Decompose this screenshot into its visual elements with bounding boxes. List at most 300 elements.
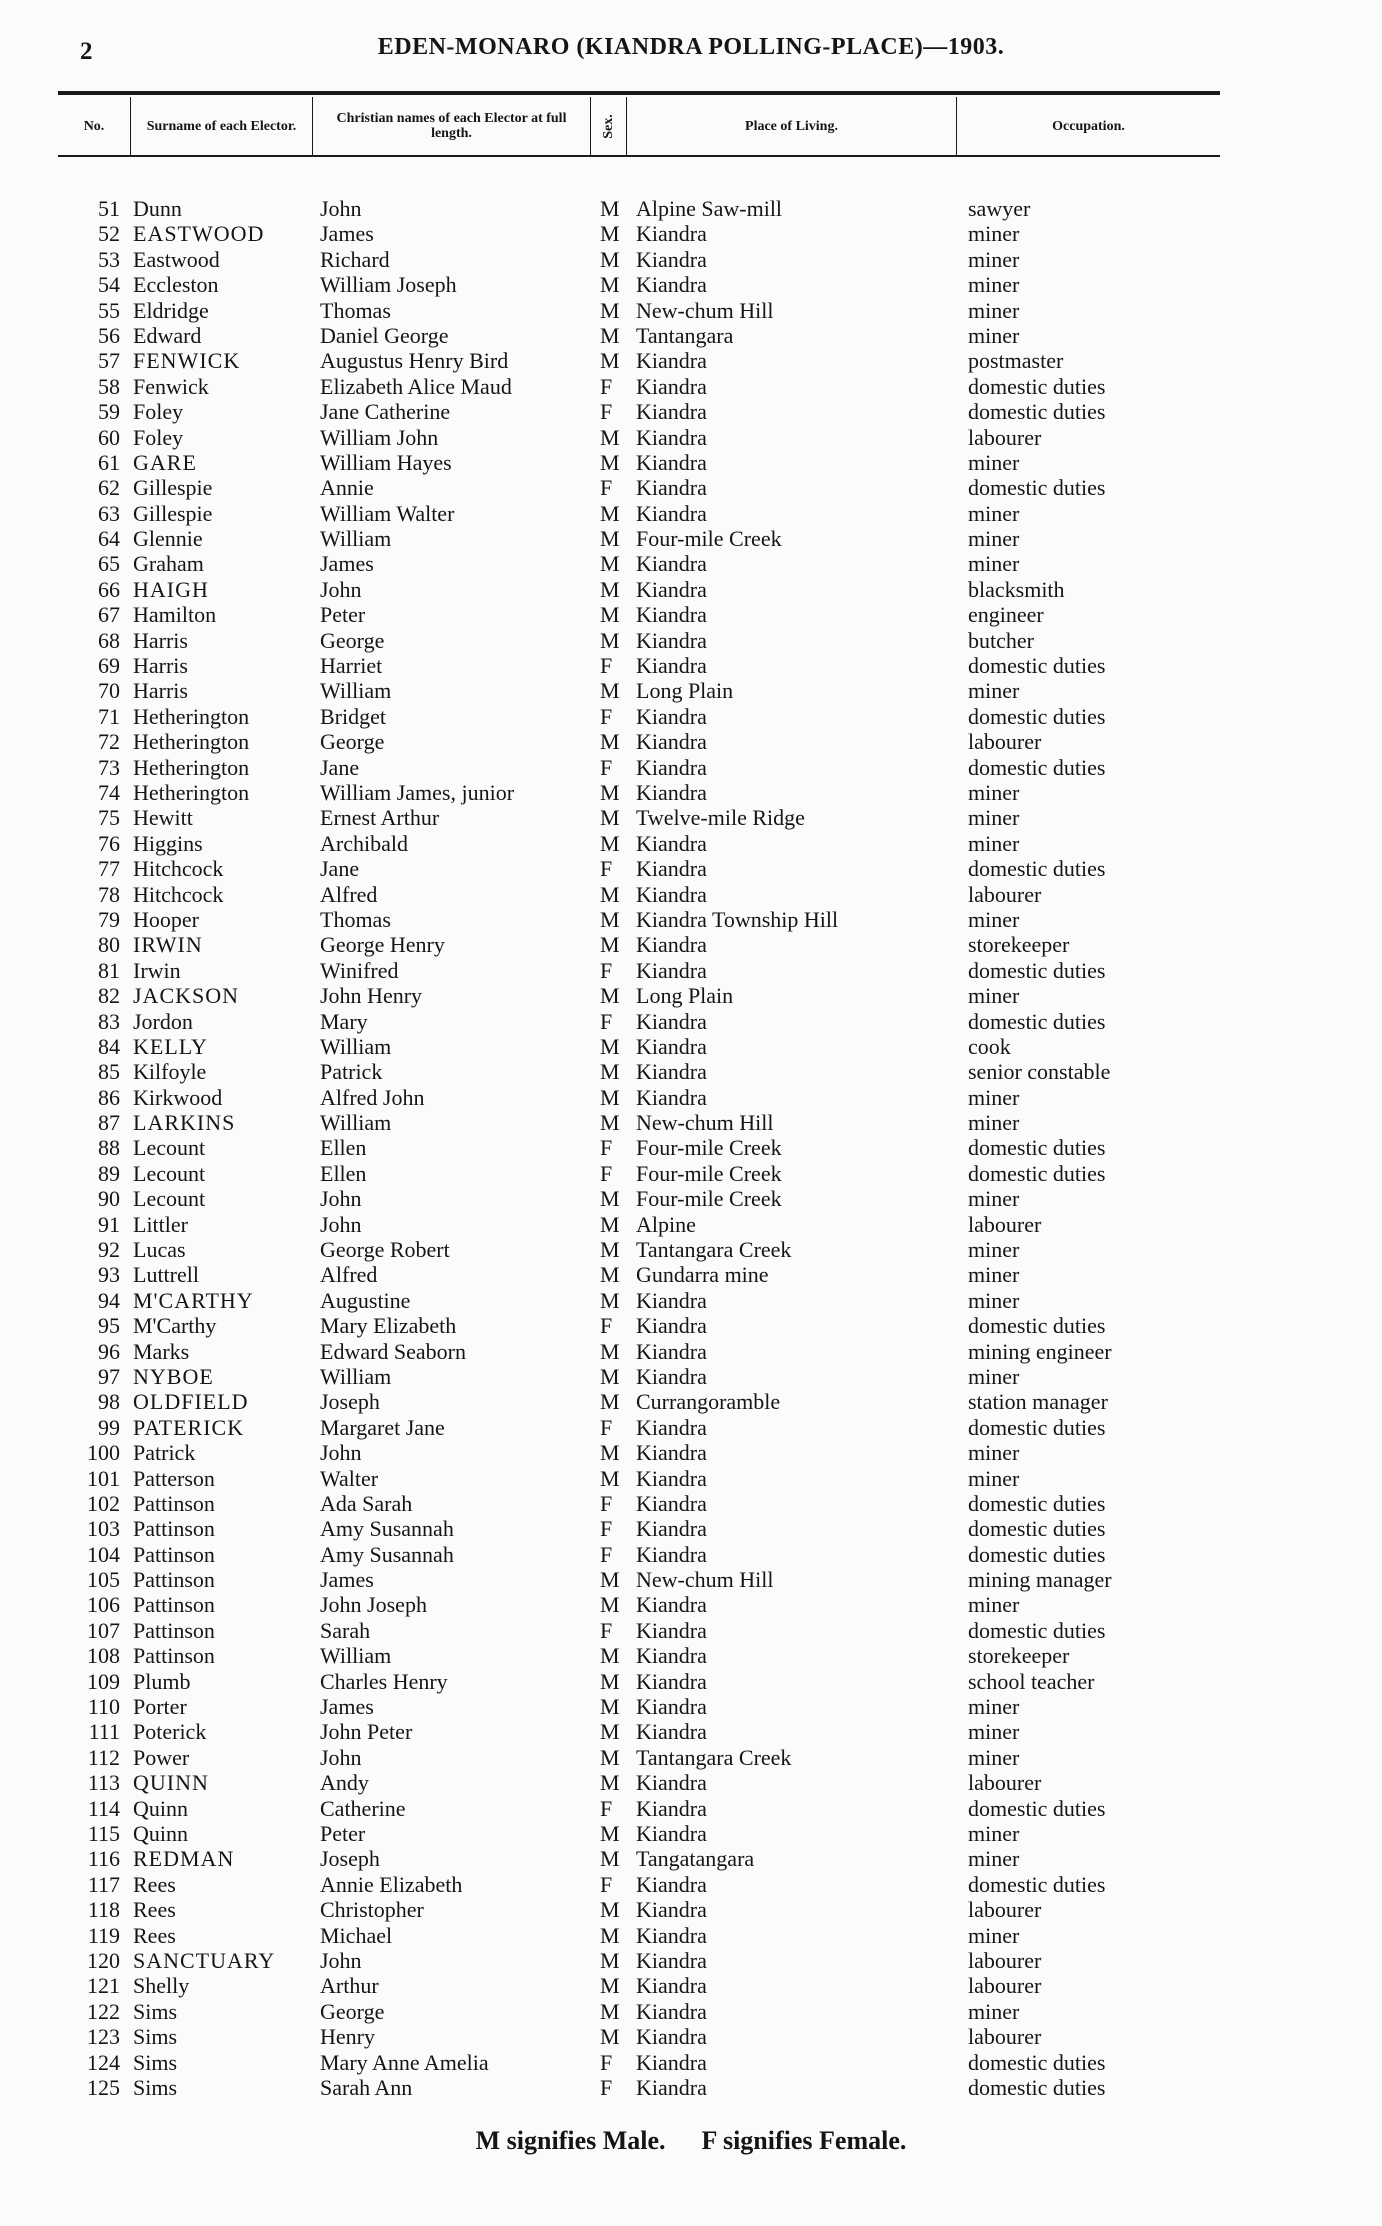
elector-occupation: domestic duties	[968, 1871, 1106, 1897]
elector-surname: Dunn	[133, 196, 182, 221]
elector-row	[0, 1288, 1382, 1313]
elector-place-of-living: Tantangara	[636, 322, 734, 348]
elector-sex: M	[600, 196, 620, 221]
elector-occupation: miner	[968, 1846, 1020, 1872]
elector-place-of-living: Kiandra	[636, 2074, 707, 2100]
elector-surname: Pattinson	[133, 1643, 215, 1669]
elector-surname: Hooper	[133, 906, 199, 932]
elector-number: 58	[98, 373, 120, 399]
elector-surname: Luttrell	[133, 1262, 199, 1288]
elector-occupation: school teacher	[968, 1668, 1095, 1694]
elector-surname: Hamilton	[133, 602, 217, 628]
elector-number: 101	[87, 1465, 120, 1491]
elector-number: 92	[98, 1237, 120, 1263]
elector-row	[0, 729, 1382, 754]
elector-christian-names: William	[320, 1110, 392, 1136]
elector-row	[0, 704, 1382, 729]
elector-row	[0, 1516, 1382, 1541]
elector-christian-names: Ellen	[320, 1160, 367, 1186]
page-number: 2	[80, 38, 93, 65]
elector-number: 121	[87, 1973, 120, 1999]
elector-place-of-living: Four-mile Creek	[636, 1135, 782, 1161]
elector-sex: M	[600, 526, 620, 552]
elector-sex: M	[600, 449, 620, 475]
elector-surname: Pattinson	[133, 1592, 215, 1618]
elector-surname: Hewitt	[133, 805, 193, 831]
elector-row	[0, 1466, 1382, 1491]
elector-place-of-living: Tantangara Creek	[636, 1237, 792, 1263]
elector-christian-names: William	[320, 678, 392, 704]
elector-row	[0, 348, 1382, 373]
elector-occupation: domestic duties	[968, 2074, 1106, 2100]
elector-sex: M	[600, 576, 620, 602]
elector-number: 54	[98, 272, 120, 298]
elector-sex: M	[600, 1846, 620, 1872]
elector-sex: M	[600, 1744, 620, 1770]
elector-sex: F	[600, 754, 613, 780]
elector-row	[0, 1719, 1382, 1744]
elector-sex: F	[600, 1795, 613, 1821]
elector-surname: Pattinson	[133, 1541, 215, 1567]
elector-surname: Shelly	[133, 1973, 190, 1999]
elector-row	[0, 1364, 1382, 1389]
elector-occupation: miner	[968, 906, 1020, 932]
elector-row	[0, 907, 1382, 932]
elector-surname: Poterick	[133, 1719, 207, 1745]
elector-christian-names: Walter	[320, 1465, 379, 1491]
elector-surname: Rees	[133, 1897, 176, 1923]
elector-surname: Power	[133, 1744, 190, 1770]
elector-number: 79	[98, 906, 120, 932]
elector-place-of-living: Kiandra	[636, 1440, 707, 1466]
elector-christian-names: Harriet	[320, 653, 383, 679]
elector-surname: Hetherington	[133, 729, 250, 755]
elector-sex: F	[600, 2074, 613, 2100]
elector-place-of-living: Kiandra	[636, 1770, 707, 1796]
elector-number: 71	[98, 703, 120, 729]
elector-christian-names: James	[320, 1694, 374, 1720]
elector-surname: Sims	[133, 2074, 178, 2100]
elector-sex: F	[600, 653, 613, 679]
elector-row	[0, 1186, 1382, 1211]
elector-surname: Lucas	[133, 1237, 186, 1263]
elector-number: 60	[98, 424, 120, 450]
elector-list	[0, 196, 1382, 2100]
elector-occupation: engineer	[968, 602, 1044, 628]
elector-row	[0, 551, 1382, 576]
elector-place-of-living: Kiandra	[636, 1617, 707, 1643]
elector-row	[0, 196, 1382, 221]
elector-place-of-living: Kiandra	[636, 475, 707, 501]
elector-place-of-living: Kiandra	[636, 246, 707, 272]
elector-place-of-living: Kiandra	[636, 1821, 707, 1846]
elector-christian-names: William	[320, 526, 392, 552]
elector-place-of-living: Long Plain	[636, 678, 734, 704]
elector-occupation: domestic duties	[968, 1490, 1106, 1516]
elector-occupation: labourer	[968, 1770, 1042, 1796]
elector-place-of-living: Four-mile Creek	[636, 1160, 782, 1186]
elector-surname: Eastwood	[133, 246, 220, 272]
elector-occupation: cook	[968, 1033, 1011, 1059]
elector-row	[0, 856, 1382, 881]
elector-christian-names: Elizabeth Alice Maud	[320, 373, 512, 399]
elector-sex: F	[600, 1008, 613, 1034]
elector-christian-names: George	[320, 729, 385, 755]
column-header-place: Place of Living.	[626, 97, 956, 155]
elector-occupation: domestic duties	[968, 957, 1106, 983]
elector-occupation: mining engineer	[968, 1338, 1112, 1364]
elector-row	[0, 780, 1382, 805]
elector-sex: M	[600, 1947, 620, 1973]
elector-christian-names: Ellen	[320, 1135, 367, 1161]
elector-surname: Eccleston	[133, 272, 219, 298]
elector-row	[0, 755, 1382, 780]
elector-sex: F	[600, 399, 613, 425]
elector-occupation: domestic duties	[968, 1617, 1106, 1643]
elector-sex: F	[600, 1516, 613, 1542]
elector-christian-names: Annie Elizabeth	[320, 1871, 463, 1897]
elector-row	[0, 425, 1382, 450]
elector-place-of-living: Kiandra	[636, 551, 707, 577]
elector-sex: F	[600, 1313, 613, 1339]
elector-place-of-living: Kiandra	[636, 1363, 707, 1389]
elector-row	[0, 1161, 1382, 1186]
elector-row	[0, 1618, 1382, 1643]
elector-occupation: labourer	[968, 1947, 1042, 1973]
elector-place-of-living: Kiandra	[636, 1719, 707, 1745]
elector-surname: Marks	[133, 1338, 190, 1364]
elector-christian-names: James	[320, 551, 374, 577]
elector-occupation: miner	[968, 1922, 1020, 1948]
elector-occupation: miner	[968, 449, 1020, 475]
elector-place-of-living: Kiandra	[636, 653, 707, 679]
elector-sex: M	[600, 729, 620, 755]
elector-surname: Gillespie	[133, 475, 213, 501]
elector-number: 106	[87, 1592, 120, 1618]
elector-sex: F	[600, 1490, 613, 1516]
elector-occupation: domestic duties	[968, 653, 1106, 679]
elector-surname: FENWICK	[133, 348, 241, 374]
elector-number: 59	[98, 399, 120, 425]
elector-occupation: miner	[968, 297, 1020, 323]
column-header-sex-label: Sex.	[601, 113, 616, 139]
elector-number: 118	[87, 1897, 120, 1923]
elector-row	[0, 1110, 1382, 1135]
elector-occupation: miner	[968, 830, 1020, 856]
elector-sex: M	[600, 983, 620, 1009]
elector-place-of-living: Kiandra	[636, 348, 707, 374]
elector-row	[0, 653, 1382, 678]
elector-number: 52	[98, 221, 120, 247]
elector-row	[0, 298, 1382, 323]
elector-number: 96	[98, 1338, 120, 1364]
elector-row	[0, 1212, 1382, 1237]
elector-row	[0, 1643, 1382, 1668]
elector-place-of-living: Kiandra	[636, 1947, 707, 1973]
elector-place-of-living: Kiandra	[636, 1414, 707, 1440]
elector-place-of-living: Kiandra	[636, 957, 707, 983]
elector-surname: Patterson	[133, 1465, 215, 1491]
elector-surname: Rees	[133, 1922, 176, 1948]
elector-surname: Pattinson	[133, 1516, 215, 1542]
elector-place-of-living: Kiandra	[636, 856, 707, 882]
elector-occupation: labourer	[968, 1973, 1042, 1999]
elector-surname: Pattinson	[133, 1617, 215, 1643]
elector-occupation: domestic duties	[968, 1414, 1106, 1440]
elector-occupation: miner	[968, 1465, 1020, 1491]
elector-christian-names: Michael	[320, 1922, 393, 1948]
elector-surname: Pattinson	[133, 1490, 215, 1516]
elector-number: 88	[98, 1135, 120, 1161]
elector-christian-names: Sarah Ann	[320, 2074, 413, 2100]
elector-christian-names: William John	[320, 424, 439, 450]
elector-place-of-living: Four-mile Creek	[636, 1186, 782, 1212]
elector-row	[0, 1415, 1382, 1440]
elector-christian-names: William James, junior	[320, 779, 515, 805]
elector-number: 110	[87, 1694, 120, 1720]
elector-sex: M	[600, 602, 620, 628]
elector-sex: M	[600, 932, 620, 958]
elector-sex: M	[600, 1237, 620, 1263]
elector-occupation: miner	[968, 1744, 1020, 1770]
elector-number: 105	[87, 1567, 120, 1593]
elector-place-of-living: Currangoramble	[636, 1389, 781, 1415]
elector-christian-names: Charles Henry	[320, 1668, 448, 1694]
elector-surname: GARE	[133, 449, 197, 475]
elector-number: 62	[98, 475, 120, 501]
elector-christian-names: Ernest Arthur	[320, 805, 440, 831]
elector-number: 53	[98, 246, 120, 272]
elector-number: 78	[98, 881, 120, 907]
elector-number: 91	[98, 1211, 120, 1237]
elector-christian-names: John	[320, 1744, 362, 1770]
elector-surname: IRWIN	[133, 932, 203, 958]
elector-surname: M'CARTHY	[133, 1287, 254, 1313]
elector-sex: F	[600, 1871, 613, 1897]
elector-row	[0, 1770, 1382, 1795]
elector-number: 104	[87, 1541, 120, 1567]
elector-number: 74	[98, 779, 120, 805]
elector-sex: F	[600, 1541, 613, 1567]
elector-number: 124	[87, 2049, 120, 2075]
elector-surname: REDMAN	[133, 1846, 235, 1872]
elector-occupation: blacksmith	[968, 576, 1065, 602]
elector-christian-names: Joseph	[320, 1389, 380, 1415]
elector-surname: Foley	[133, 424, 184, 450]
elector-place-of-living: Kiandra	[636, 1084, 707, 1110]
elector-surname: Hitchcock	[133, 856, 224, 882]
elector-christian-names: Joseph	[320, 1846, 380, 1872]
elector-row	[0, 323, 1382, 348]
elector-sex: M	[600, 500, 620, 526]
elector-sex: M	[600, 1821, 620, 1846]
elector-surname: Quinn	[133, 1821, 188, 1846]
elector-christian-names: Augustine	[320, 1287, 411, 1313]
elector-place-of-living: Kiandra	[636, 1592, 707, 1618]
elector-occupation: miner	[968, 678, 1020, 704]
elector-christian-names: Edward Seaborn	[320, 1338, 467, 1364]
elector-row	[0, 1313, 1382, 1338]
elector-christian-names: Bridget	[320, 703, 386, 729]
elector-christian-names: Richard	[320, 246, 390, 272]
elector-sex: F	[600, 1617, 613, 1643]
elector-christian-names: Arthur	[320, 1973, 379, 1999]
elector-sex: M	[600, 1592, 620, 1618]
elector-occupation: labourer	[968, 1897, 1042, 1923]
elector-sex: M	[600, 1719, 620, 1745]
elector-occupation: labourer	[968, 1211, 1042, 1237]
elector-sex: M	[600, 881, 620, 907]
elector-place-of-living: Four-mile Creek	[636, 526, 782, 552]
elector-occupation: miner	[968, 1694, 1020, 1720]
elector-sex: M	[600, 424, 620, 450]
elector-place-of-living: Kiandra	[636, 602, 707, 628]
elector-number: 75	[98, 805, 120, 831]
elector-christian-names: Alfred	[320, 881, 378, 907]
elector-number: 72	[98, 729, 120, 755]
elector-surname: Littler	[133, 1211, 188, 1237]
elector-occupation: butcher	[968, 627, 1034, 653]
elector-number: 76	[98, 830, 120, 856]
elector-surname: Lecount	[133, 1135, 206, 1161]
elector-christian-names: Augustus Henry Bird	[320, 348, 509, 374]
elector-surname: Sims	[133, 1998, 178, 2024]
elector-surname: Irwin	[133, 957, 181, 983]
elector-surname: EASTWOOD	[133, 221, 265, 247]
elector-occupation: senior constable	[968, 1059, 1111, 1085]
page-title: EDEN-MONARO (KIANDRA POLLING-PLACE)—1903.	[377, 34, 1005, 60]
elector-row	[0, 272, 1382, 297]
elector-surname: KELLY	[133, 1033, 208, 1059]
elector-sex: M	[600, 1059, 620, 1085]
elector-sex: F	[600, 373, 613, 399]
elector-sex: M	[600, 1033, 620, 1059]
elector-number: 67	[98, 602, 120, 628]
elector-number: 122	[87, 1998, 120, 2024]
elector-surname: Foley	[133, 399, 184, 425]
elector-place-of-living: Kiandra	[636, 1998, 707, 2024]
elector-surname: LARKINS	[133, 1110, 236, 1136]
elector-sex: F	[600, 703, 613, 729]
elector-row	[0, 882, 1382, 907]
elector-number: 66	[98, 576, 120, 602]
column-header-christian-names: Christian names of each Elector at full length.	[312, 97, 590, 155]
elector-occupation: miner	[968, 246, 1020, 272]
elector-number: 51	[98, 196, 120, 221]
elector-christian-names: Amy Susannah	[320, 1516, 454, 1542]
elector-number: 100	[87, 1440, 120, 1466]
elector-row	[0, 1923, 1382, 1948]
elector-number: 77	[98, 856, 120, 882]
elector-number: 93	[98, 1262, 120, 1288]
elector-place-of-living: Kiandra	[636, 500, 707, 526]
elector-number: 102	[87, 1490, 120, 1516]
elector-number: 115	[87, 1821, 120, 1846]
elector-occupation: domestic duties	[968, 399, 1106, 425]
elector-sex: M	[600, 551, 620, 577]
elector-number: 68	[98, 627, 120, 653]
elector-sex: M	[600, 1110, 620, 1136]
elector-number: 70	[98, 678, 120, 704]
elector-sex: M	[600, 906, 620, 932]
elector-surname: Fenwick	[133, 373, 209, 399]
elector-number: 65	[98, 551, 120, 577]
elector-christian-names: John	[320, 1186, 362, 1212]
elector-row	[0, 1491, 1382, 1516]
elector-occupation: miner	[968, 1186, 1020, 1212]
elector-sex: M	[600, 1363, 620, 1389]
elector-surname: Edward	[133, 322, 202, 348]
elector-surname: Higgins	[133, 830, 203, 856]
elector-occupation: miner	[968, 1110, 1020, 1136]
elector-row	[0, 678, 1382, 703]
elector-place-of-living: Kiandra	[636, 932, 707, 958]
elector-row	[0, 1973, 1382, 1998]
elector-sex: M	[600, 1440, 620, 1466]
elector-place-of-living: Kiandra	[636, 1008, 707, 1034]
elector-sex: M	[600, 1998, 620, 2024]
elector-christian-names: Mary	[320, 1008, 368, 1034]
elector-sex: M	[600, 1262, 620, 1288]
elector-surname: Kirkwood	[133, 1084, 223, 1110]
elector-number: 90	[98, 1186, 120, 1212]
elector-place-of-living: Kiandra	[636, 1033, 707, 1059]
elector-surname: HAIGH	[133, 576, 209, 602]
elector-christian-names: John Henry	[320, 983, 423, 1009]
elector-row	[0, 1085, 1382, 1110]
elector-number: 56	[98, 322, 120, 348]
elector-row	[0, 1135, 1382, 1160]
elector-sex: M	[600, 1084, 620, 1110]
elector-occupation: domestic duties	[968, 1135, 1106, 1161]
elector-occupation: storekeeper	[968, 1643, 1070, 1669]
elector-number: 80	[98, 932, 120, 958]
elector-row	[0, 1009, 1382, 1034]
elector-occupation: domestic duties	[968, 1516, 1106, 1542]
elector-number: 86	[98, 1084, 120, 1110]
elector-christian-names: William Walter	[320, 500, 455, 526]
elector-occupation: domestic duties	[968, 856, 1106, 882]
elector-occupation: miner	[968, 551, 1020, 577]
elector-surname: Hetherington	[133, 703, 250, 729]
elector-place-of-living: New-chum Hill	[636, 1567, 774, 1593]
elector-number: 69	[98, 653, 120, 679]
elector-surname: Hetherington	[133, 779, 250, 805]
elector-place-of-living: Kiandra	[636, 1795, 707, 1821]
elector-sex: M	[600, 1643, 620, 1669]
elector-christian-names: Annie	[320, 475, 374, 501]
elector-occupation: miner	[968, 779, 1020, 805]
elector-row	[0, 501, 1382, 526]
elector-christian-names: Archibald	[320, 830, 408, 856]
elector-christian-names: Jane Catherine	[320, 399, 451, 425]
elector-surname: Lecount	[133, 1186, 206, 1212]
elector-place-of-living: Kiandra	[636, 272, 707, 298]
elector-occupation: labourer	[968, 729, 1042, 755]
elector-surname: Graham	[133, 551, 204, 577]
elector-surname: Sims	[133, 2049, 178, 2075]
elector-surname: Jordon	[133, 1008, 193, 1034]
elector-number: 116	[87, 1846, 120, 1872]
elector-occupation: labourer	[968, 424, 1042, 450]
elector-sex: M	[600, 779, 620, 805]
elector-surname: OLDFIELD	[133, 1389, 249, 1415]
elector-row	[0, 1999, 1382, 2024]
elector-occupation: miner	[968, 805, 1020, 831]
elector-occupation: domestic duties	[968, 1313, 1106, 1339]
elector-row	[0, 1669, 1382, 1694]
elector-number: 125	[87, 2074, 120, 2100]
